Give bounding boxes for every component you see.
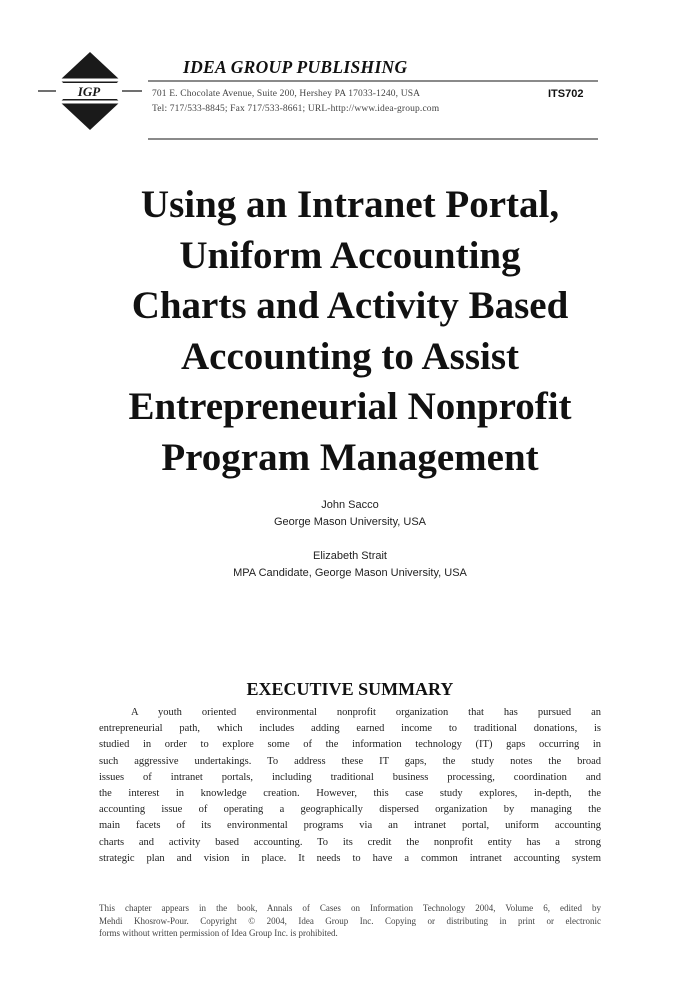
case-code: ITS702	[548, 88, 584, 100]
igp-logo	[34, 50, 146, 132]
summary-line: the interest in knowledge creation. However, this case study explores, in-depth, the	[99, 787, 601, 799]
summary-line: main facets of its environmental programs via an intranet portal, uniform accounting	[99, 820, 601, 832]
header-rule-bottom	[148, 138, 598, 140]
author-affiliation: George Mason University, USA	[273, 516, 427, 528]
summary-line: studied in order to explore some of the information technology (IT) gaps occurring in	[99, 739, 601, 751]
title-line: Charts and Activity Based	[131, 284, 569, 327]
copyright-footnote	[99, 902, 601, 940]
summary-line: A youth oriented environmental nonprofit organization that has pursued an	[131, 707, 601, 718]
author-name: John Sacco	[321, 499, 379, 511]
summary-paragraph	[99, 705, 601, 867]
footnote-line: forms without written permission of Idea Group Inc. is prohibited.	[99, 928, 338, 938]
title-line: Entrepreneurial Nonprofit	[128, 385, 572, 428]
publisher-address: 701 E. Chocolate Avenue, Suite 200, Hershey PA 17033-1240, USA	[152, 89, 421, 99]
author-affiliation: MPA Candidate, George Mason University, USA	[233, 567, 467, 579]
summary-line: issues of intranet portals, including traditional business processing, coordination and	[99, 771, 601, 783]
publisher-contact: Tel: 717/533-8845; Fax 717/533-8661; URL-http://www.idea-group.com	[152, 104, 440, 114]
summary-line: accounting issue of operating a geographically dispersed organization by managing the	[99, 804, 601, 816]
footnote-line: Mehdi Khosrow-Pour. Copyright © 2004, Idea Group Inc. Copying or distributing in print or electronic	[99, 915, 601, 926]
footnote-line: This chapter appears in the book, Annals of Cases on Information Technology 2004, Volume 6, edited by	[99, 903, 601, 913]
title-line: Uniform Accounting	[179, 233, 521, 277]
section-heading: EXECUTIVE SUMMARY	[246, 679, 454, 699]
summary-line: strategic plan and vision in place. It needs to have a common intranet accounting system	[99, 852, 601, 864]
logo-text: IGP	[77, 84, 101, 99]
title-line: Accounting to Assist	[180, 334, 520, 378]
summary-line: charts and activity based accounting. To its credit the nonprofit entity has a strong	[99, 836, 601, 848]
header-rule-top	[148, 80, 598, 82]
paper-title	[60, 180, 640, 483]
publisher-name: IDEA GROUP PUBLISHING	[183, 57, 408, 77]
title-line: Program Management	[161, 435, 539, 479]
author-name: Elizabeth Strait	[313, 550, 387, 562]
title-line: Using an Intranet Portal,	[140, 183, 560, 226]
summary-line: such aggressive undertakings. To address these IT gaps, the study notes the broad	[99, 755, 601, 767]
summary-line: entrepreneurial path, which includes adding earned income to traditional donations, is	[99, 723, 601, 735]
